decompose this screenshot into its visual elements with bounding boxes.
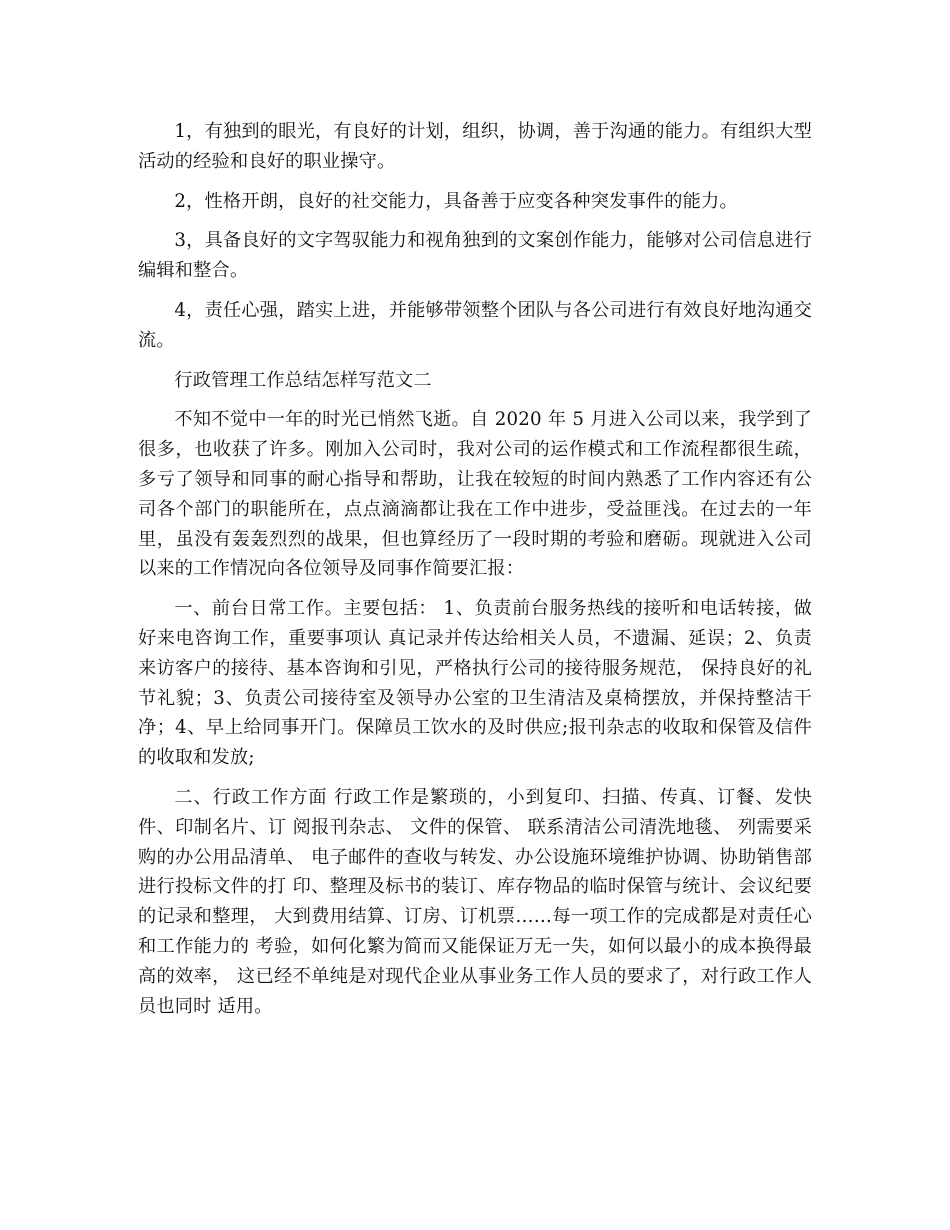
paragraph-intro: 不知不觉中一年的时光已悄然飞逝。自 2020 年 5 月进入公司以来，我学到了很多，也收获了许多。刚加入公司时，我对公司的运作模式和工作流程都很生疏，多亏了领导和同事的耐心指导和帮助，让我在较短的时间内熟悉了工作内容还有公司各个部门的职能所在，点点滴滴都让我在工作中进步，受益匪浅。在过去的一年里，虽没有轰轰烈烈的战果，但也算经历了一段时期的考验和磨砺。现就进入公司以来的工作情况向各位领导及同事作简要汇报： xyxy=(138,409,812,580)
paragraph-qualification-3: 3，具备良好的文字驾驭能力和视角独到的文案创作能力，能够对公司信息进行编辑和整合。 xyxy=(138,230,812,282)
paragraph-qualification-2: 2，性格开朗，良好的社交能力，具备善于应变各种突发事件的能力。 xyxy=(174,190,738,212)
document-body xyxy=(138,117,812,1021)
paragraph-admin-work: 二、行政工作方面 行政工作是繁琐的，小到复印、扫描、传真、订餐、发快件、印制名片、订 阅报刊杂志、 文件的保管、 联系清洁公司清洗地毯、 列需要采购的办公用品清单、 电子邮件的查收与转发、办公设施环境维护协调、协助销售部进行投标文件的打 印、整理及标书的装订、库存物品的临时保管与统计、会议纪要的记录和整理， 大到费用结算、订房、订机票……每一项工作的完成都是对责任心和工作能力的 考验，如何化繁为简而又能保证万无一失，如何以最小的成本换得最高的效率， 这已经不单纯是对现代企业从事业务工作人员的要求了，对行政工作人员也同时 适用。 xyxy=(138,786,812,1017)
paragraph-front-desk: 一、前台日常工作。主要包括： 1、负责前台服务热线的接听和电话转接，做好来电咨询工作，重要事项认 真记录并传达给相关人员，不遗漏、延误；2、负责来访客户的接待、基本咨询和引见，严格执行公司的接待服务规范， 保持良好的礼节礼貌；3、负责公司接待室及领导办公室的卫生清洁及桌椅摆放，并保持整洁干净；4、早上给同事开门。保障员工饮水的及时供应;报刊杂志的收取和保管及信件的收取和发放; xyxy=(138,598,812,769)
section-heading: 行政管理工作总结怎样写范文二 xyxy=(174,369,432,391)
paragraph-qualification-1: 1，有独到的眼光，有良好的计划，组织，协调，善于沟通的能力。有组织大型活动的经验和良好的职业操守。 xyxy=(138,121,812,172)
paragraph-qualification-4: 4，责任心强，踏实上进，并能够带领整个团队与各公司进行有效良好地沟通交流。 xyxy=(138,299,812,351)
